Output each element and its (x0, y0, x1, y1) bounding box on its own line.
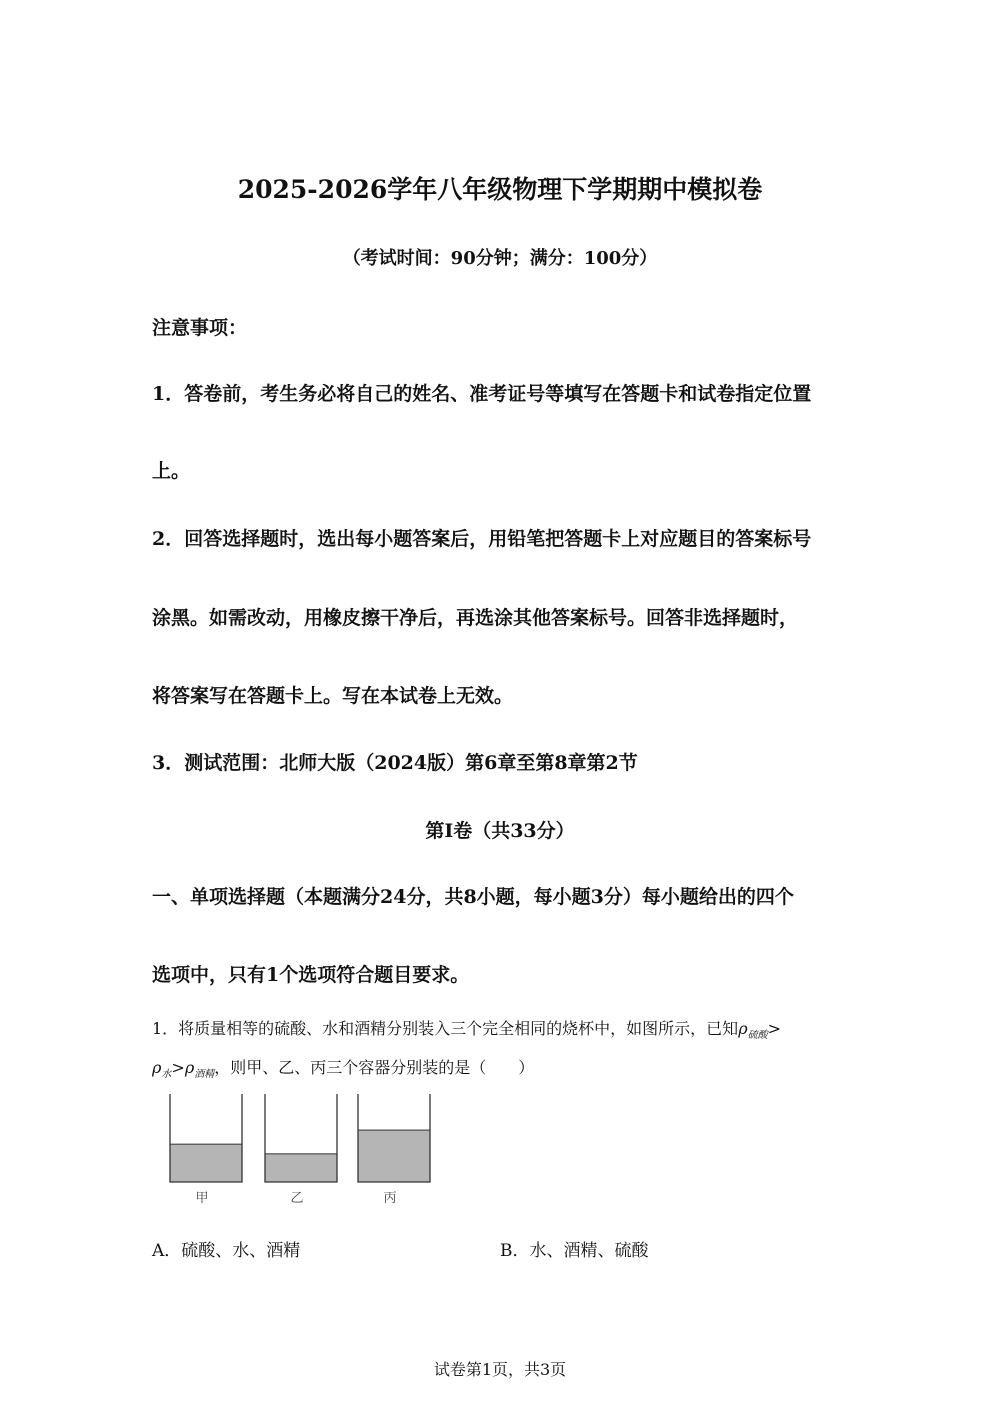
rho-symbol: ρ (184, 1058, 195, 1077)
option-a[interactable]: A．硫酸、水、酒精 (152, 1241, 301, 1261)
notice-2-line-2: 涂黑。如需改动，用橡皮擦干净后，再选涂其他答案标号。回答非选择题时， (152, 607, 799, 629)
option-b[interactable]: B．水、酒精、硫酸 (500, 1241, 649, 1261)
notice-3: 3．测试范围：北师大版（2024版）第6章至第8章第2节 (152, 752, 638, 774)
greater-than: > (171, 1058, 185, 1077)
liquid-3 (358, 1130, 430, 1182)
question-1-text: 1．将质量相等的硫酸、水和酒精分别装入三个完全相同的烧杯中，如图所示，已知 (152, 1019, 739, 1038)
beaker-label-3: 丙 (383, 1191, 397, 1206)
beaker-label-1: 甲 (195, 1191, 209, 1206)
notice-1-line-1: 1．答卷前，考生务必将自己的姓名、准考证号等填写在答题卡和试卷指定位置 (152, 383, 812, 405)
beaker-label-2: 乙 (290, 1191, 304, 1206)
question-1-text-end: ，则甲、乙、丙三个容器分别装的是（ ） (214, 1058, 535, 1077)
notice-2-line-1: 2．回答选择题时，选出每小题答案后，用铅笔把答题卡上对应题目的答案标号 (152, 528, 812, 550)
section-heading-line-1: 一、单项选择题（本题满分24分，共8小题，每小题3分）每小题给出的四个 (152, 886, 794, 908)
rho-symbol: ρ (738, 1019, 748, 1038)
liquid-2 (265, 1154, 337, 1182)
subscript-water: 水 (161, 1069, 172, 1080)
notice-2-line-3: 将答案写在答题卡上。写在本试卷上无效。 (152, 685, 514, 707)
greater-than: > (767, 1019, 781, 1038)
page-footer: 试卷第1页，共3页 (433, 1360, 567, 1379)
notice-1-line-2: 上。 (152, 460, 191, 482)
rho-symbol: ρ (152, 1058, 162, 1077)
subscript-sulfuric: 硫酸 (747, 1030, 768, 1041)
beakers-figure (160, 1090, 450, 1210)
exam-info: （考试时间：90分钟；满分：100分） (342, 248, 658, 269)
section-heading-line-2: 选项中，只有1个选项符合题目要求。 (152, 964, 470, 986)
subscript-alcohol: 酒精 (194, 1069, 215, 1080)
part-title: 第I卷（共33分） (425, 820, 575, 842)
page-title: 2025-2026学年八年级物理下学期期中模拟卷 (237, 175, 763, 204)
question-1-line-2 (152, 1055, 534, 1080)
question-1-line-1 (152, 1016, 781, 1041)
notice-heading: 注意事项： (152, 317, 248, 339)
liquid-1 (170, 1144, 242, 1182)
